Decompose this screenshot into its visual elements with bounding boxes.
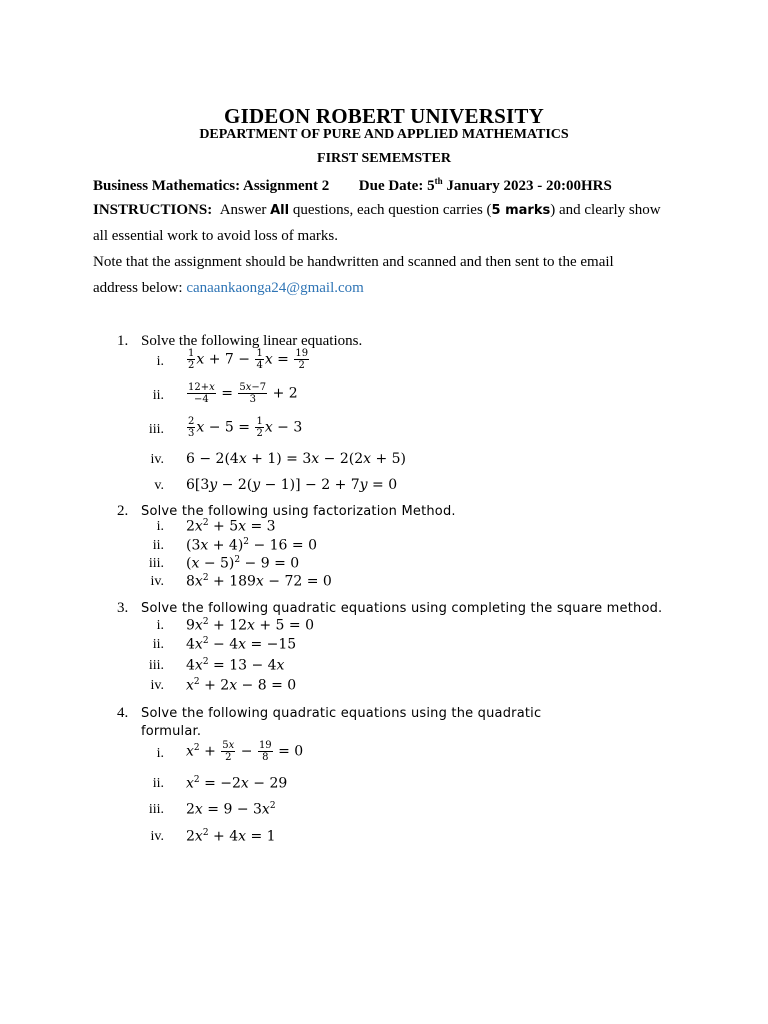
assignment-title: Business Mathematics: Assignment 2	[93, 178, 330, 194]
equation-3-iii: $4x^2 = 13 - 4x$	[186, 657, 285, 674]
equation-2-i: $2x^2 + 5x = 3$	[186, 518, 276, 535]
question-number: 3.	[117, 600, 129, 616]
question-number: 1.	[117, 333, 129, 349]
item-numeral: v.	[154, 478, 164, 493]
item-numeral: iv.	[150, 574, 164, 589]
question-4-continuation: formular.	[141, 724, 202, 739]
equation-2-iv: $8x^2 + 189x - 72 = 0$	[186, 573, 332, 590]
item-numeral: iv.	[150, 678, 164, 693]
item-numeral: iii.	[148, 658, 164, 673]
question-number: 2.	[117, 503, 129, 519]
equation-1-v: 6[3y − 2(y − 1)] − 2 + 7y = 0	[186, 477, 398, 493]
item-numeral: ii.	[152, 388, 164, 403]
due-rest: January 2023 - 20:00HRS	[446, 178, 612, 194]
item-numeral: ii.	[152, 637, 164, 652]
equation-4-iv: $2x^2 + 4x = 1$	[186, 828, 276, 845]
item-numeral: iii.	[148, 556, 164, 571]
item-numeral: i.	[156, 354, 164, 369]
equation-2-iii: $(x - 5)^2 - 9 = 0$	[186, 555, 300, 572]
equation-3-i: $9x^2 + 12x + 5 = 0$	[186, 617, 314, 634]
instructions-all: All	[270, 203, 290, 218]
question-text: Solve the following using factorization Method.	[141, 504, 456, 519]
instructions-line-2: all essential work to avoid loss of marks.	[93, 228, 338, 244]
item-numeral: iv.	[150, 829, 164, 844]
equation-4-i: $x^2$ + $\frac{5x}{2}$ − $\frac{19}{8}$ = 0	[186, 740, 304, 763]
due-day: 5	[427, 178, 435, 194]
note-address-label: address below:	[93, 280, 183, 296]
equation-4-ii: $x^2 = -2x - 29$	[186, 775, 288, 792]
instructions-mid: questions, each question carries (	[292, 202, 492, 218]
equation-1-ii: $\frac{12+x}{-4}$ = $\frac{5x-7}{3}$ + 2	[188, 382, 298, 405]
instructions-pre: Answer	[219, 202, 267, 218]
university-title: GIDEON ROBERT UNIVERSITY	[224, 104, 544, 128]
item-numeral: ii.	[152, 776, 164, 791]
question-4	[117, 705, 541, 722]
instructions-marks: 5 marks	[491, 203, 551, 218]
note-line-1: Note that the assignment should be handwritten and scanned and then sent to the email	[93, 254, 614, 270]
email-link[interactable]: canaankaonga24@gmail.com	[186, 280, 364, 296]
instructions-label: INSTRUCTIONS:	[93, 202, 213, 218]
instructions-line-1	[93, 202, 661, 219]
item-numeral: i.	[156, 746, 164, 761]
item-numeral: ii.	[152, 538, 164, 553]
item-numeral: iii.	[148, 802, 164, 817]
item-numeral: i.	[156, 618, 164, 633]
item-numeral: iii.	[148, 422, 164, 437]
equation-3-iv: $x^2 + 2x - 8 = 0$	[186, 677, 297, 694]
equation-4-iii: $2x = 9 - 3x^2$	[186, 801, 276, 818]
equation-2-ii: $(3x + 4)^2 - 16 = 0$	[186, 537, 317, 554]
semester-title: FIRST SEMEMSTER	[317, 151, 451, 166]
equation-1-i: $\frac{1}{2}$ x + 7 − $\frac{1}{4}$ x = $\frac{19}{2}$	[188, 348, 309, 371]
assignment-line	[93, 176, 612, 195]
department-title: DEPARTMENT OF PURE AND APPLIED MATHEMATICS	[199, 127, 569, 142]
question-number: 4.	[117, 705, 129, 721]
due-label: Due Date:	[358, 178, 424, 194]
item-numeral: iv.	[150, 452, 164, 467]
question-3	[117, 600, 662, 617]
equation-1-iv: 6 − 2(4x + 1) = 3x − 2(2x + 5)	[186, 451, 407, 467]
equation-1-iii: $\frac{2}{3}$ x − 5 = $\frac{1}{2}$ x − 3	[188, 416, 303, 439]
equation-3-ii: $4x^2 - 4x = -15$	[186, 636, 297, 653]
question-text: Solve the following quadratic equations using the quadratic	[141, 706, 542, 721]
instructions-post: ) and clearly show	[550, 202, 661, 218]
due-sup: th	[434, 176, 443, 186]
question-2	[117, 503, 456, 520]
item-numeral: i.	[156, 519, 164, 534]
question-text: Solve the following quadratic equations using completing the square method.	[141, 601, 663, 616]
note-line-2	[93, 280, 364, 297]
question-text: Solve the following linear equations.	[141, 333, 363, 349]
